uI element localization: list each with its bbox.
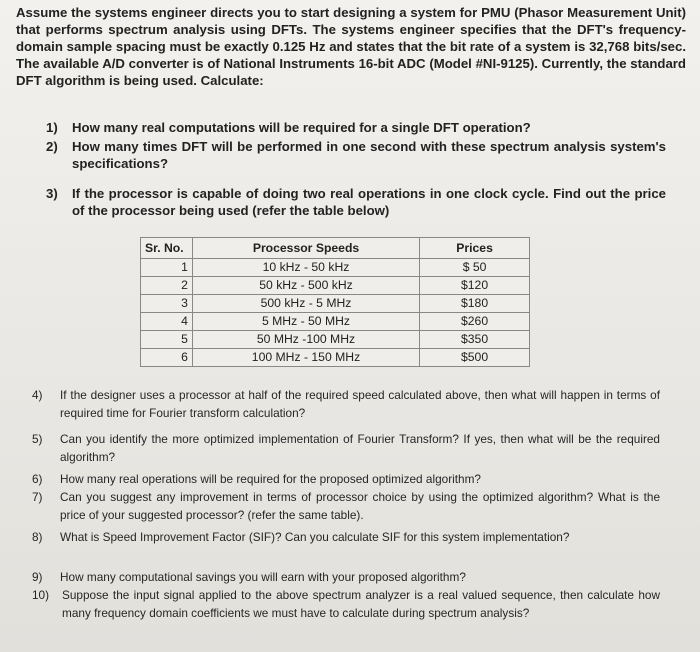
cell-price: $120	[420, 277, 530, 295]
question-number: 9)	[32, 570, 43, 584]
cell-price: $ 50	[420, 259, 530, 277]
table-header-row	[141, 238, 530, 259]
intro-paragraph: Assume the systems engineer directs you to start designing a system for PMU (Phasor Measurement Unit) that performs spectrum analysis using DFTs. The systems engineer specifies that the DFT's frequency-domain sample spacing must be exactly 0.125 Hz and states that the bit rate of a system is 32,768 bits/sec. The available A/D converter is of National Instruments 16-bit ADC (Model #NI-9125). Currently, the standard DFT algorithm is being used. Calculate:	[16, 5, 686, 88]
cell-price: $500	[420, 349, 530, 367]
question-number: 8)	[32, 530, 43, 544]
cell-sr-no: 3	[141, 295, 193, 313]
cell-sr-no: 1	[141, 259, 193, 277]
cell-price: $260	[420, 313, 530, 331]
cell-sr-no: 2	[141, 277, 193, 295]
cell-speed: 50 kHz - 500 kHz	[192, 277, 419, 295]
question-text: If the designer uses a processor at half of the required speed calculated above, then what will happen in terms of required time for Fourier transform calculation?	[60, 388, 660, 420]
processor-price-table	[140, 237, 530, 367]
question-number: 5)	[32, 432, 43, 446]
question-text: Suppose the input signal applied to the above spectrum analyzer is a real valued sequence, then calculate how many frequency domain coefficients we must have to calculate during spectrum analysis?	[62, 588, 660, 620]
question-text: What is Speed Improvement Factor (SIF)? Can you calculate SIF for this system implementation?	[60, 530, 570, 544]
question-number: 10)	[32, 588, 50, 602]
cell-price: $350	[420, 331, 530, 349]
table-row	[141, 313, 530, 331]
question-text: How many real computations will be required for a single DFT operation?	[72, 120, 531, 135]
cell-speed: 10 kHz - 50 kHz	[192, 259, 419, 277]
cell-speed: 50 MHz -100 MHz	[192, 331, 419, 349]
question-text: How many real operations will be required for the proposed optimized algorithm?	[60, 472, 481, 486]
question-text: If the processor is capable of doing two real operations in one clock cycle. Find out the price of the processor being used (refer the table below)	[72, 186, 666, 218]
table-row	[141, 295, 530, 313]
cell-price: $180	[420, 295, 530, 313]
question-number: 2)	[46, 139, 58, 154]
question-text: How many computational savings you will earn with your proposed algorithm?	[60, 570, 466, 584]
question-number: 4)	[32, 388, 43, 402]
question-text: How many times DFT will be performed in one second with these spectrum analysis system's specifications?	[72, 139, 666, 171]
question-text: Can you suggest any improvement in terms of processor choice by using the optimized algorithm? What is the price of your suggested processor? (refer the same table).	[60, 490, 660, 522]
cell-speed: 100 MHz - 150 MHz	[192, 349, 419, 367]
cell-sr-no: 6	[141, 349, 193, 367]
header-prices: Prices	[420, 238, 530, 259]
cell-sr-no: 5	[141, 331, 193, 349]
cell-speed: 500 kHz - 5 MHz	[192, 295, 419, 313]
table-row	[141, 277, 530, 295]
table-row	[141, 331, 530, 349]
cell-sr-no: 4	[141, 313, 193, 331]
question-text: Can you identify the more optimized implementation of Fourier Transform? If yes, then what will be the required algorithm?	[60, 432, 660, 464]
question-number: 1)	[46, 120, 58, 135]
table-row	[141, 349, 530, 367]
question-number: 3)	[46, 186, 58, 201]
question-number: 7)	[32, 490, 43, 504]
header-processor-speeds: Processor Speeds	[192, 238, 419, 259]
question-number: 6)	[32, 472, 43, 486]
cell-speed: 5 MHz - 50 MHz	[192, 313, 419, 331]
table-row	[141, 259, 530, 277]
header-sr-no: Sr. No.	[141, 238, 193, 259]
